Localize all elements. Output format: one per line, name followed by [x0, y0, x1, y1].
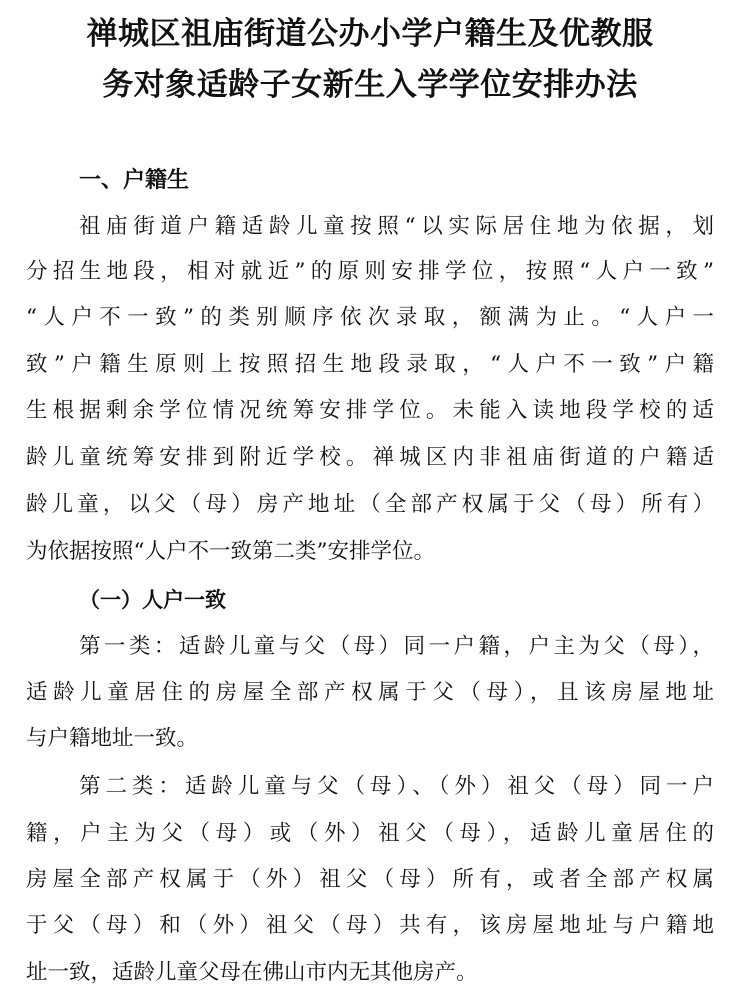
document-title-line-2: 务对象适龄子女新生入学学位安排办法 — [102, 67, 638, 103]
category-2-line: 籍，户主为父（母）或（外）祖父（母），适龄儿童居住的 — [26, 821, 714, 846]
category-2-line: 址一致，适龄儿童父母在佛山市内无其他房产。 — [26, 960, 478, 985]
document-title-line-1: 禅城区祖庙街道公办小学户籍生及优教服 — [86, 16, 654, 52]
paragraph-line: 为依据按照“人户不一致第二类”安排学位。 — [26, 539, 435, 564]
paragraph-line: 致”户籍生原则上按照招生地段录取，“人户不一致”户籍 — [26, 352, 714, 377]
subsection-heading-household-consistent: （一）人户一致 — [79, 588, 226, 612]
category-2-line: 第二类：适龄儿童与父（母）、（外）祖父（母）同一户 — [79, 774, 714, 799]
paragraph-line: 生根据剩余学位情况统筹安排学位。未能入读地段学校的适 — [26, 398, 714, 423]
paragraph-line: 祖庙街道户籍适龄儿童按照“以实际居住地为依据，划 — [79, 214, 714, 239]
paragraph-line: 分招生地段，相对就近”的原则安排学位，按照“人户一致” — [26, 259, 714, 284]
category-2-line: 房屋全部产权属于（外）祖父（母）所有，或者全部产权属 — [26, 867, 714, 892]
category-2-line: 于父（母）和（外）祖父（母）共有，该房屋地址与户籍地 — [26, 913, 714, 938]
category-1-line: 与户籍地址一致。 — [26, 726, 199, 751]
paragraph-line: 龄儿童统筹安排到附近学校。禅城区内非祖庙街道的户籍适 — [26, 445, 714, 470]
paragraph-line: 龄儿童，以父（母）房产地址（全部产权属于父（母）所有） — [26, 492, 714, 517]
category-1-line: 适龄儿童居住的房屋全部产权属于父（母），且该房屋地址 — [26, 680, 714, 705]
section-heading-household-registration: 一、户籍生 — [79, 168, 190, 193]
category-1-line: 第一类：适龄儿童与父（母）同一户籍，户主为父（母）， — [79, 634, 714, 659]
paragraph-line: “人户不一致”的类别顺序依次录取，额满为止。“人户一 — [26, 305, 714, 330]
